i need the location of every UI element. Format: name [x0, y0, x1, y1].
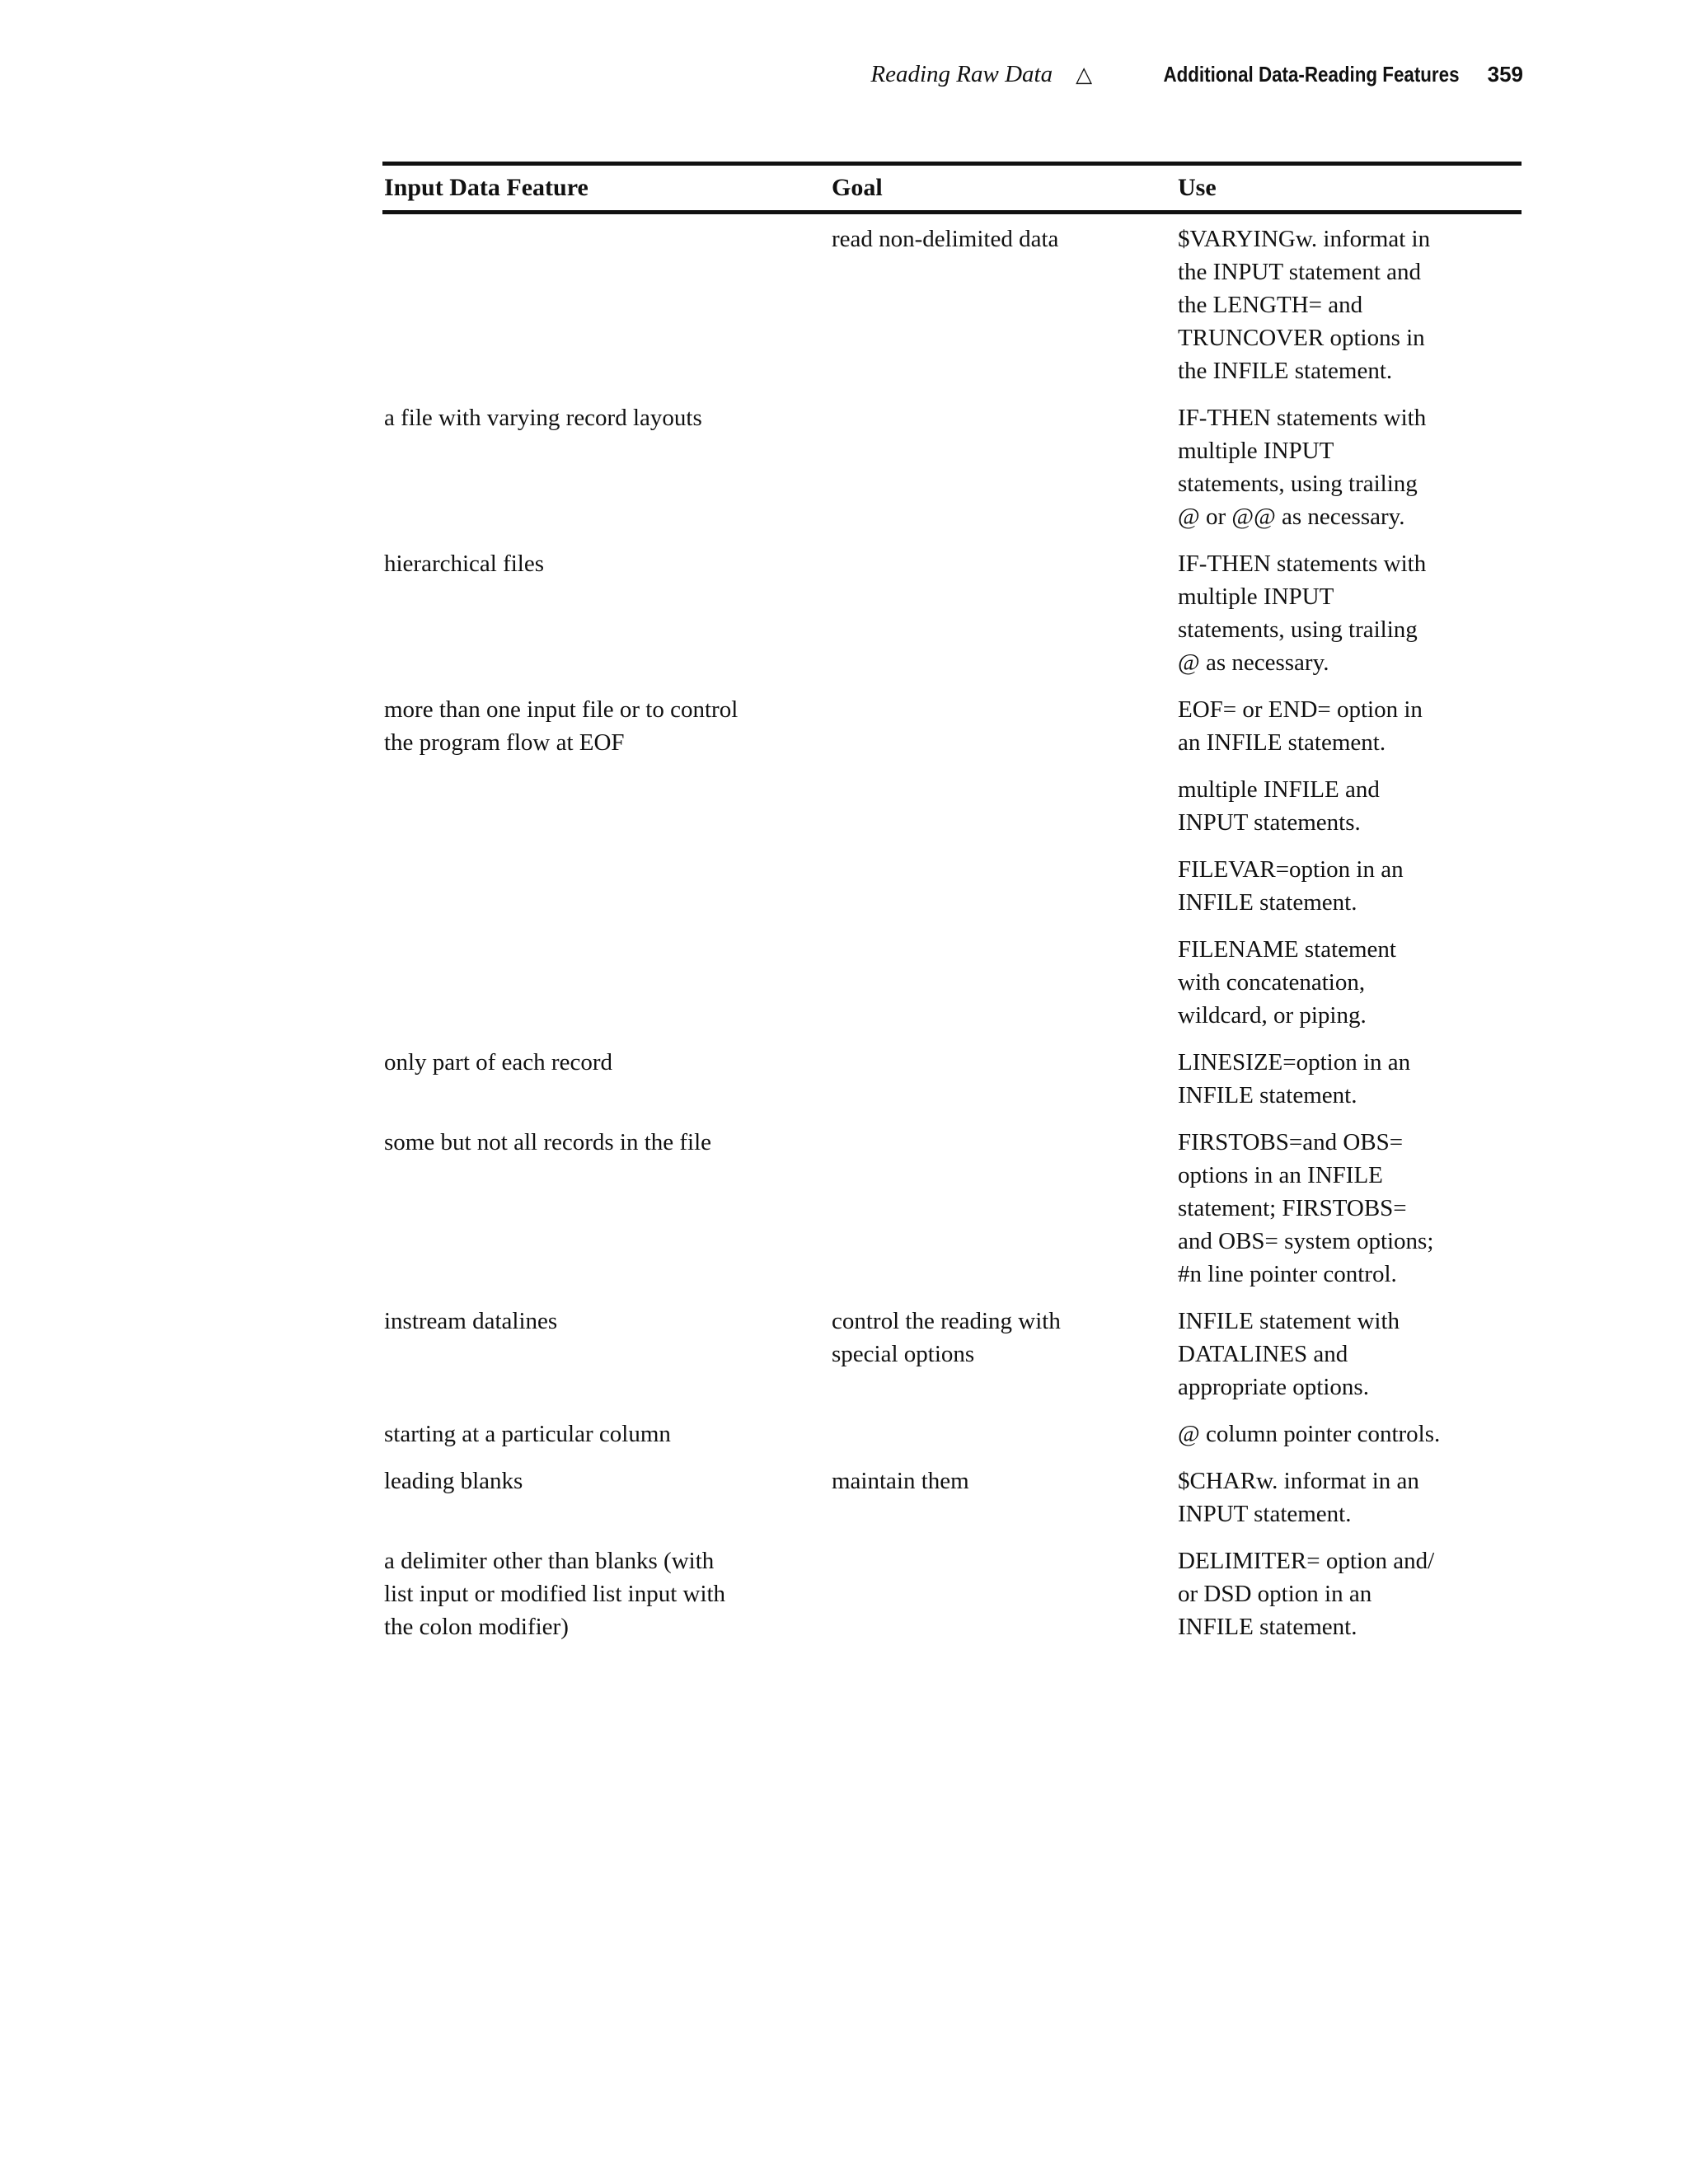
- use-entry: IF-THEN statements with multiple INPUT statements, using trailing @ as necessary.: [1178, 551, 1427, 676]
- feature-cell: only part of each record: [384, 1049, 612, 1076]
- use-cell: [1178, 1418, 1522, 1465]
- table-row: [382, 1418, 1522, 1465]
- goal-cell: [832, 547, 1178, 693]
- goal-cell: control the reading with special options: [832, 1308, 1061, 1367]
- use-cell: [1178, 547, 1522, 693]
- use-cell: [1178, 1305, 1522, 1418]
- use-entry: @ column pointer controls.: [1178, 1421, 1441, 1447]
- column-header-goal: Goal: [832, 174, 883, 201]
- goal-cell: [832, 1544, 1178, 1657]
- goal-cell: [832, 1418, 1178, 1465]
- table-body: [382, 214, 1522, 1657]
- header-chapter-title: Additional Data-Reading Features: [1163, 62, 1460, 87]
- goal-cell: [832, 1126, 1178, 1305]
- feature-cell: a delimiter other than blanks (with list input or modified list input with the colon modifier): [384, 1548, 726, 1640]
- triangle-icon: △: [1076, 63, 1093, 87]
- table-row: [382, 1305, 1522, 1418]
- use-entry: INFILE statement with DATALINES and appropriate options.: [1178, 1308, 1400, 1400]
- feature-cell: instream datalines: [384, 1308, 558, 1334]
- table-row: [382, 1046, 1522, 1126]
- use-entry: multiple INFILE and INPUT statements.: [1178, 776, 1380, 836]
- use-entry: LINESIZE=option in an INFILE statement.: [1178, 1049, 1411, 1108]
- use-entry: DELIMITER= option and/ or DSD option in an INFILE statement.: [1178, 1548, 1435, 1640]
- use-entry: EOF= or END= option in an INFILE statement.: [1178, 696, 1423, 756]
- feature-cell: some but not all records in the file: [384, 1129, 712, 1155]
- table-row: [382, 1544, 1522, 1657]
- use-cell: [1178, 223, 1522, 401]
- table-row: [382, 1126, 1522, 1305]
- goal-cell: [832, 693, 1178, 1046]
- use-entry: $VARYINGw. informat in the INPUT statement and the LENGTH= and TRUNCOVER options in the INFILE statement.: [1178, 226, 1431, 384]
- feature-cell: hierarchical files: [384, 551, 545, 577]
- feature-cell: leading blanks: [384, 1468, 523, 1494]
- table-row: [382, 693, 1522, 1046]
- goal-cell: read non-delimited data: [832, 226, 1059, 252]
- use-cell: [1178, 1544, 1522, 1657]
- use-cell: [1178, 1465, 1522, 1544]
- use-cell: [1178, 693, 1522, 1046]
- use-cell: [1178, 1126, 1522, 1305]
- feature-cell: a file with varying record layouts: [384, 405, 702, 431]
- table-row: [382, 1465, 1522, 1544]
- use-entry: IF-THEN statements with multiple INPUT statements, using trailing @ or @@ as necessary.: [1178, 405, 1427, 530]
- column-header-use: Use: [1178, 174, 1217, 201]
- header-section-title: Reading Raw Data: [870, 61, 1053, 87]
- use-entry: FIRSTOBS=and OBS= options in an INFILE statement; FIRSTOBS= and OBS= system options; #n line pointer control.: [1178, 1129, 1434, 1287]
- feature-table: [382, 162, 1522, 1657]
- goal-cell: maintain them: [832, 1468, 969, 1494]
- feature-cell: [382, 223, 832, 401]
- goal-cell: [832, 1046, 1178, 1126]
- page-number: 359: [1487, 62, 1523, 87]
- feature-cell: more than one input file or to control the program flow at EOF: [384, 696, 738, 756]
- feature-cell: starting at a particular column: [384, 1421, 671, 1447]
- running-header: [0, 58, 1523, 91]
- use-cell: [1178, 1046, 1522, 1126]
- table-row: [382, 223, 1522, 401]
- use-entry: FILENAME statement with concatenation, wildcard, or piping.: [1178, 936, 1396, 1029]
- table-row: [382, 401, 1522, 547]
- use-cell: [1178, 401, 1522, 547]
- table-row: [382, 547, 1522, 693]
- column-header-feature: Input Data Feature: [384, 174, 588, 201]
- goal-cell: [832, 401, 1178, 547]
- use-entry: FILEVAR=option in an INFILE statement.: [1178, 856, 1404, 916]
- table-header: [382, 166, 1522, 214]
- use-entry: $CHARw. informat in an INPUT statement.: [1178, 1468, 1419, 1527]
